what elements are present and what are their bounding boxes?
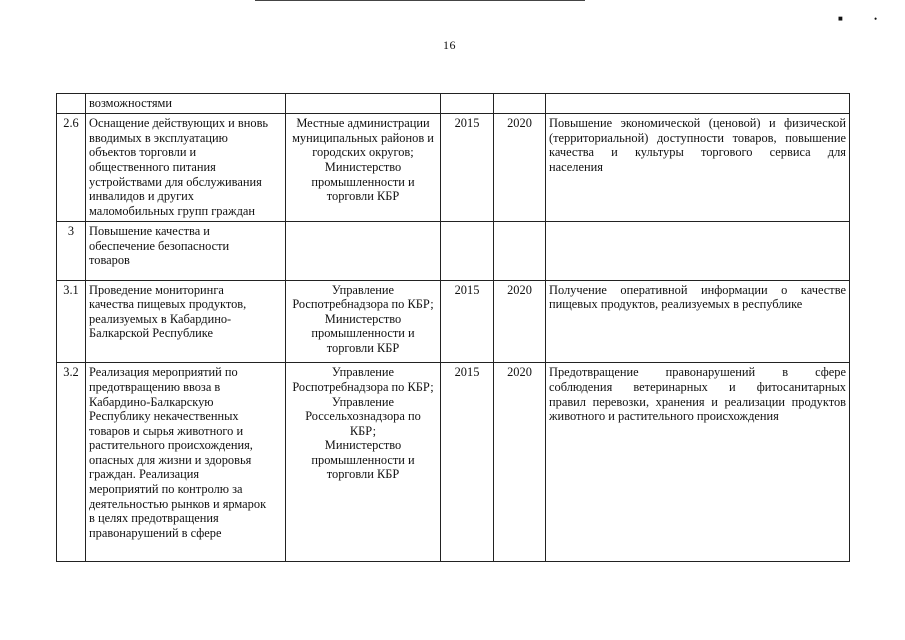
name-line: устройствами для обслуживания xyxy=(89,174,262,189)
org-line: торговли КБР xyxy=(326,341,400,356)
org-line: торговли КБР xyxy=(326,189,400,204)
end-year xyxy=(494,94,546,114)
result-line: Повышение экономической (ценовой) и физической xyxy=(549,116,846,131)
name-line: обеспечение безопасности xyxy=(89,238,230,253)
name-line: опасных для жизни и здоровья xyxy=(89,452,252,467)
scan-speck: ■ xyxy=(838,14,843,23)
end-year xyxy=(494,222,546,280)
org-line: Управление xyxy=(331,394,395,409)
name-line: Кабардино-Балкарскую xyxy=(89,394,214,409)
start-year: 2015 xyxy=(441,280,494,363)
expected-result xyxy=(546,363,850,562)
result-line: соблюдения ветеринарных и фитосанитарных xyxy=(549,379,846,394)
name-line: граждан. Реализация xyxy=(89,467,200,482)
responsible-org xyxy=(286,94,441,114)
org-line: промышленности и xyxy=(311,174,415,189)
name-line: Реализация мероприятий по xyxy=(89,365,238,380)
expected-result xyxy=(546,280,850,363)
name-line: Оснащение действующих и вновь xyxy=(89,116,269,131)
row-number: 3 xyxy=(57,222,86,280)
measure-name xyxy=(86,363,286,562)
result-line: пищевых продуктов, реализуемых в республике xyxy=(549,297,803,312)
org-line: Министерство xyxy=(324,159,402,174)
result-line: (территориальной) доступности товаров, повышение xyxy=(549,130,846,145)
table-row xyxy=(57,114,850,222)
name-line: Балкарской Республике xyxy=(89,326,213,341)
row-number: 3.2 xyxy=(57,363,86,562)
org-line: городских округов; xyxy=(312,145,414,160)
org-line: промышленности и xyxy=(311,452,415,467)
name-line: растительного происхождения, xyxy=(89,438,253,453)
page-number: 16 xyxy=(443,38,456,52)
measures-table xyxy=(56,93,850,562)
start-year: 2015 xyxy=(441,363,494,562)
name-line: инвалидов и других xyxy=(89,189,194,204)
name-line: Повышение качества и xyxy=(89,224,210,239)
start-year: 2015 xyxy=(441,114,494,222)
org-line: Местные администрации xyxy=(296,116,430,131)
start-year xyxy=(441,94,494,114)
measure-name xyxy=(86,280,286,363)
result-line: правил перевозки, хранения и реализации продуктов xyxy=(549,394,846,409)
responsible-org xyxy=(286,280,441,363)
expected-result xyxy=(546,222,850,280)
result-line: животного и растительного происхождения xyxy=(549,409,779,424)
result-line: Предотвращение правонарушений в сфере xyxy=(549,365,846,380)
measure-name xyxy=(86,114,286,222)
org-line: КБР; xyxy=(349,423,377,438)
result-line: населения xyxy=(549,159,603,174)
name-line: качества пищевых продуктов, xyxy=(89,297,247,312)
table-row xyxy=(57,94,850,114)
scan-speck: • xyxy=(874,14,878,24)
row-number: 3.1 xyxy=(57,280,86,363)
end-year: 2020 xyxy=(494,363,546,562)
scan-edge-line xyxy=(255,0,585,1)
name-line: реализуемых в Кабардино- xyxy=(89,311,232,326)
name-line: правонарушений в сфере xyxy=(89,525,222,540)
org-line: Министерство xyxy=(324,438,402,453)
name-line: товаров xyxy=(89,253,130,268)
org-line: Роспотребнадзора по КБР; xyxy=(292,297,434,312)
end-year: 2020 xyxy=(494,280,546,363)
responsible-org xyxy=(286,363,441,562)
name-line: возможностями xyxy=(89,96,173,110)
name-line: предотвращению ввоза в xyxy=(89,379,221,394)
org-line: Роспотребнадзора по КБР; xyxy=(292,379,434,394)
expected-result xyxy=(546,94,850,114)
name-line: деятельностью рынков и ярмарок xyxy=(89,496,267,511)
expected-result xyxy=(546,114,850,222)
org-line: Россельхознадзора по xyxy=(305,409,421,424)
name-line: Республику некачественных xyxy=(89,409,239,424)
row-number: 2.6 xyxy=(57,114,86,222)
org-line: Министерство xyxy=(324,311,402,326)
measure-name xyxy=(86,94,286,114)
name-line: товаров и сырья животного и xyxy=(89,423,244,438)
name-line: маломобильных групп граждан xyxy=(89,203,256,218)
name-line: вводимых в эксплуатацию xyxy=(89,130,228,145)
responsible-org xyxy=(286,222,441,280)
end-year: 2020 xyxy=(494,114,546,222)
org-line: Управление xyxy=(331,365,395,380)
result-line: качества и культуры торгового сервиса для xyxy=(549,145,846,160)
start-year xyxy=(441,222,494,280)
table-row xyxy=(57,280,850,363)
name-line: Проведение мониторинга xyxy=(89,282,224,297)
org-line: Управление xyxy=(331,282,395,297)
responsible-org xyxy=(286,114,441,222)
result-line: Получение оперативной информации о качестве xyxy=(549,282,846,297)
name-line: объектов торговли и xyxy=(89,145,197,160)
row-number xyxy=(57,94,86,114)
org-line: торговли КБР xyxy=(326,467,400,482)
measure-name xyxy=(86,222,286,280)
org-line: муниципальных районов и xyxy=(292,130,434,145)
name-line: в целях предотвращения xyxy=(89,511,219,526)
table-row xyxy=(57,222,850,280)
table-row xyxy=(57,363,850,562)
name-line: мероприятий по контролю за xyxy=(89,482,243,497)
name-line: общественного питания xyxy=(89,159,216,174)
org-line: промышленности и xyxy=(311,326,415,341)
